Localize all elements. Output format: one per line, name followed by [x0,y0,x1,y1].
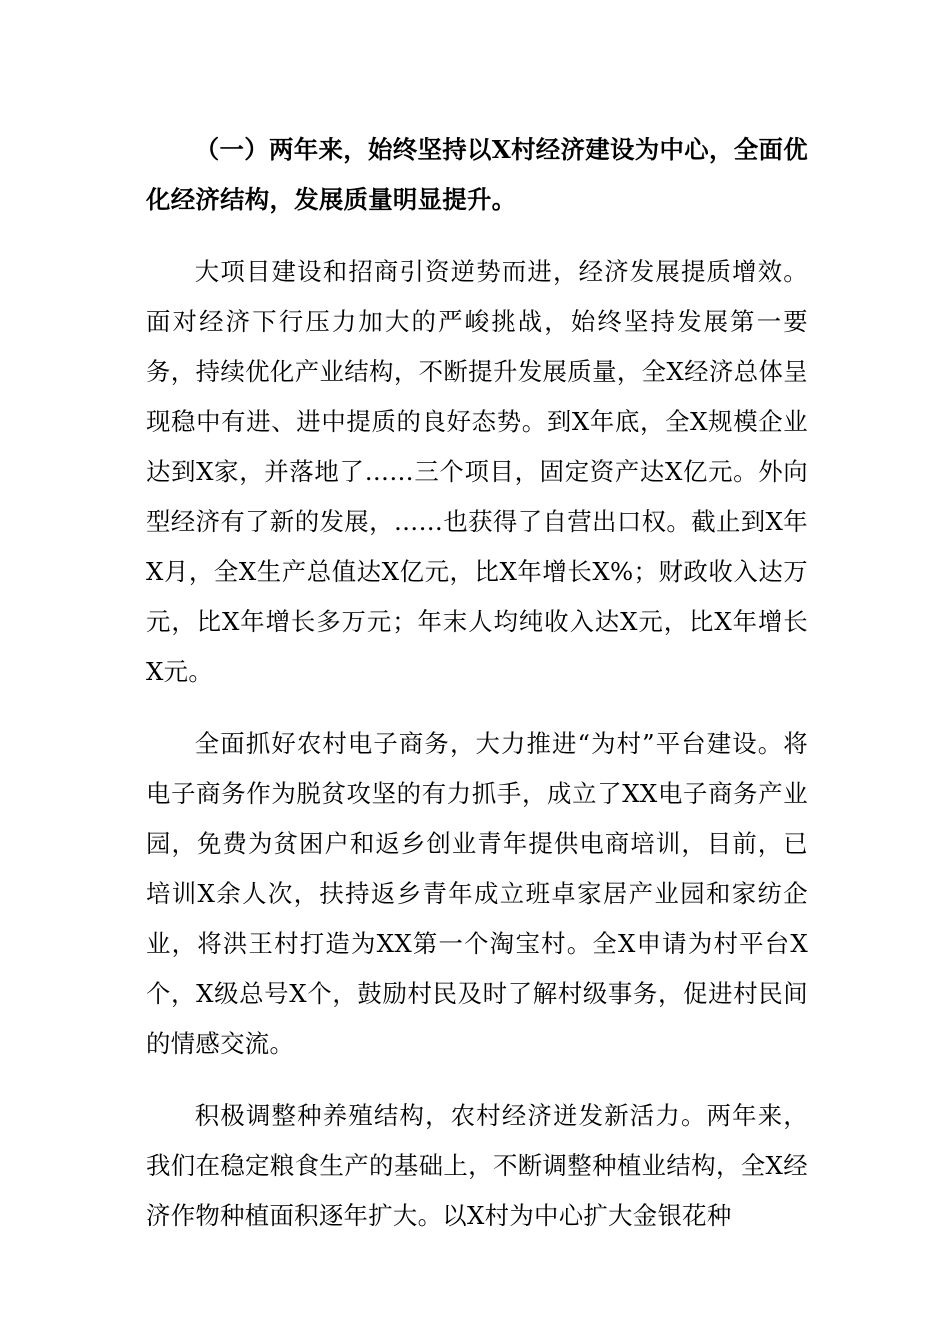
document-page [146,125,808,1263]
paragraph-economy: 大项目建设和招商引资逆势而进，经济发展提质增效。面对经济下行压力加大的严峻挑战，始终坚持发展第一要务，持续优化产业结构，不断提升发展质量，全X经济总体呈现稳中有进、进中提质的良好态势。到X年底，全X规模企业达到X家，并落地了……三个项目，固定资产达X亿元。外向型经济有了新的发展，……也获得了自营出口权。截止到X年X月，全X生产总值达X亿元，比X年增长X%；财政收入达万元，比X年增长多万元；年末人均纯收入达X元，比X年增长X元。 [146,257,808,686]
paragraph-ecommerce: 全面抓好农村电子商务，大力推进“为村”平台建设。将电子商务作为脱贫攻坚的有力抓手，成立了XX电子商务产业园，免费为贫困户和返乡创业青年提供电商培训，目前，已培训X余人次，扶持返乡青年成立班卓家居产业园和家纺企业，将洪王村打造为XX第一个淘宝村。全X申请为村平台X个，X级总号X个，鼓励村民及时了解村级事务，促进村民间的情感交流。 [146,729,808,1058]
paragraph-agriculture: 积极调整种养殖结构，农村经济迸发新活力。两年来，我们在稳定粮食生产的基础上，不断调整种植业结构，全X经济作物种植面积逐年扩大。以X村为中心扩大金银花种 [146,1101,808,1230]
section-heading: （一）两年来，始终坚持以X村经济建设为中心，全面优化经济结构，发展质量明显提升。 [146,135,808,214]
